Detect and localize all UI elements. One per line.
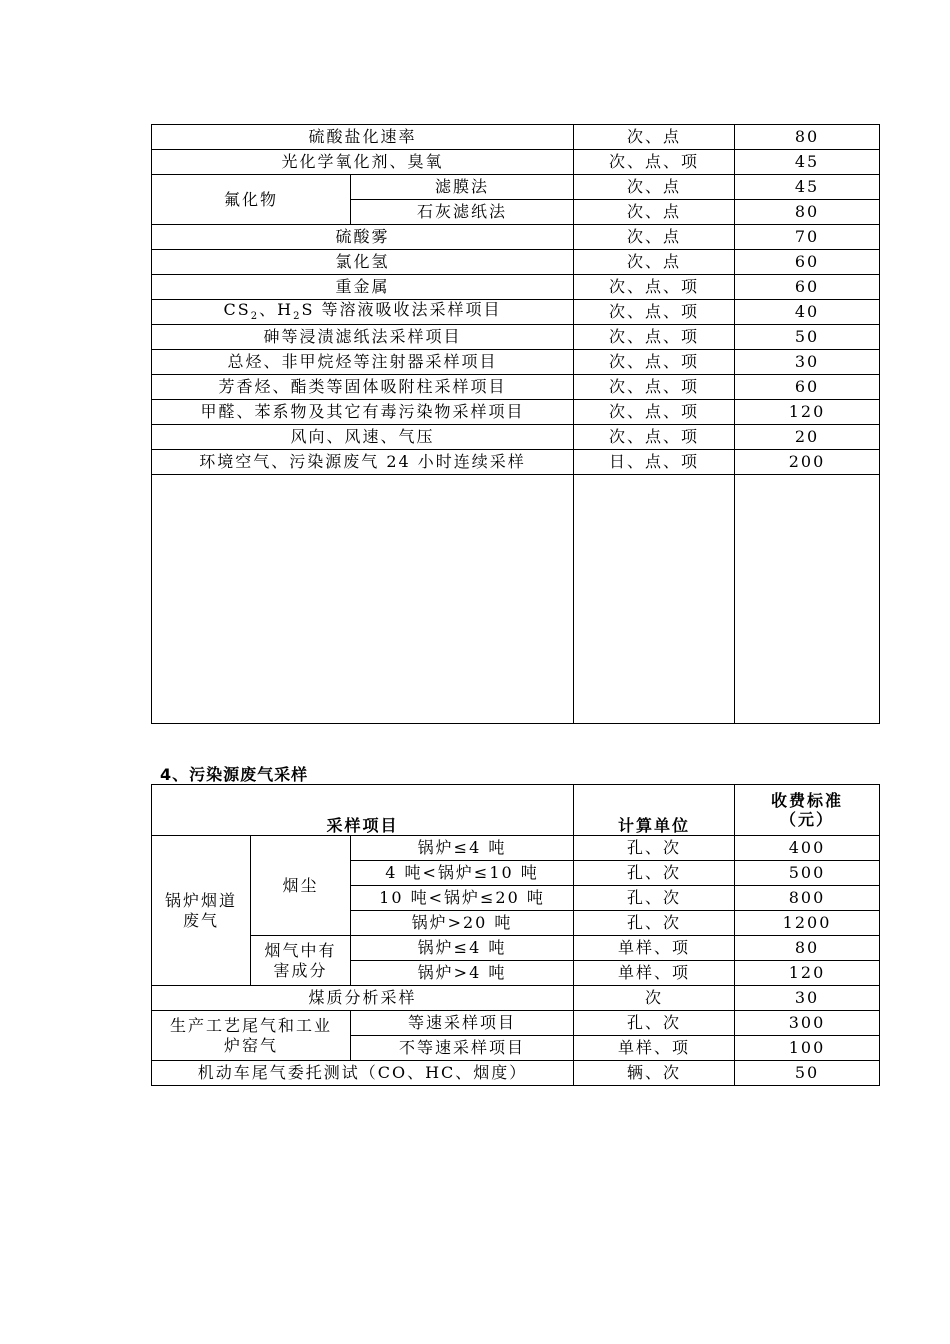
empty-row	[152, 475, 880, 724]
unit-cell: 次、点	[574, 250, 735, 275]
item-cell	[152, 300, 574, 325]
fee-cell: 800	[735, 886, 880, 911]
fee-cell: 60	[735, 250, 880, 275]
condition-cell: 锅炉≤4 吨	[351, 836, 574, 861]
empty-cell	[735, 475, 880, 724]
method-cell: 石灰滤纸法	[351, 200, 574, 225]
table-row	[152, 225, 880, 250]
table-row	[152, 1061, 880, 1086]
item-cell: 煤质分析采样	[152, 986, 574, 1011]
fee-cell: 60	[735, 275, 880, 300]
group-cell-fluoride: 氟化物	[152, 175, 351, 225]
unit-cell: 次、点、项	[574, 350, 735, 375]
fee-cell: 300	[735, 1011, 880, 1036]
unit-cell: 辆、次	[574, 1061, 735, 1086]
fee-cell: 30	[735, 986, 880, 1011]
fee-cell: 100	[735, 1036, 880, 1061]
group-cell-boiler: 锅炉烟道废气	[152, 836, 251, 986]
unit-cell: 次、点、项	[574, 275, 735, 300]
table-row	[152, 125, 880, 150]
empty-cell	[152, 475, 574, 724]
item-cell: 风向、风速、气压	[152, 425, 574, 450]
sampling-fee-table-1	[151, 124, 880, 724]
fee-cell: 1200	[735, 911, 880, 936]
item-cell: 硫酸雾	[152, 225, 574, 250]
item-cell: 总烃、非甲烷烃等注射器采样项目	[152, 350, 574, 375]
unit-cell: 孔、次	[574, 861, 735, 886]
table-row	[152, 350, 880, 375]
fee-cell: 120	[735, 961, 880, 986]
fee-cell: 500	[735, 861, 880, 886]
unit-cell: 日、点、项	[574, 450, 735, 475]
unit-cell: 次、点、项	[574, 400, 735, 425]
table-row	[152, 175, 880, 200]
fee-cell: 80	[735, 936, 880, 961]
item-cell: 硫酸盐化速率	[152, 125, 574, 150]
section-title: 4、污染源废气采样	[160, 765, 309, 784]
unit-cell: 单样、项	[574, 1036, 735, 1061]
table-row	[152, 375, 880, 400]
fee-cell: 70	[735, 225, 880, 250]
condition-cell: 4 吨<锅炉≤10 吨	[351, 861, 574, 886]
unit-cell: 孔、次	[574, 886, 735, 911]
unit-cell: 孔、次	[574, 836, 735, 861]
condition-cell: 锅炉≤4 吨	[351, 936, 574, 961]
unit-cell: 次、点、项	[574, 325, 735, 350]
item-cell: 光化学氧化剂、臭氧	[152, 150, 574, 175]
group-cell-dust: 烟尘	[251, 836, 351, 936]
formula-subscript: 2	[250, 311, 260, 323]
table-row	[152, 986, 880, 1011]
fee-cell: 45	[735, 175, 880, 200]
formula-h: 、H	[259, 300, 294, 320]
fee-cell: 45	[735, 150, 880, 175]
table-row	[152, 936, 880, 961]
table-row	[152, 400, 880, 425]
unit-cell: 单样、项	[574, 961, 735, 986]
item-text: S 等溶液吸收法采样项目	[301, 300, 502, 320]
unit-cell: 次、点、项	[574, 375, 735, 400]
item-cell: 甲醛、苯系物及其它有毒污染物采样项目	[152, 400, 574, 425]
item-cell: 芳香烃、酯类等固体吸附柱采样项目	[152, 375, 574, 400]
table-row	[152, 450, 880, 475]
table-row	[152, 275, 880, 300]
fee-cell: 400	[735, 836, 880, 861]
fee-cell: 40	[735, 300, 880, 325]
unit-cell: 次、点	[574, 225, 735, 250]
fee-cell: 200	[735, 450, 880, 475]
header-fee	[735, 785, 880, 836]
unit-cell: 单样、项	[574, 936, 735, 961]
header-item: 采样项目	[152, 785, 574, 836]
item-cell: 机动车尾气委托测试（CO、HC、烟度）	[152, 1061, 574, 1086]
unit-cell: 次、点	[574, 125, 735, 150]
condition-cell: 等速采样项目	[351, 1011, 574, 1036]
unit-cell: 次	[574, 986, 735, 1011]
empty-cell	[574, 475, 735, 724]
item-cell: 氯化氢	[152, 250, 574, 275]
header-fee-line2: （元）	[780, 810, 835, 829]
condition-cell: 锅炉>20 吨	[351, 911, 574, 936]
unit-cell: 孔、次	[574, 911, 735, 936]
table-row	[152, 250, 880, 275]
condition-cell: 10 吨<锅炉≤20 吨	[351, 886, 574, 911]
fee-cell: 60	[735, 375, 880, 400]
formula-subscript: 2	[293, 311, 302, 323]
fee-cell: 80	[735, 200, 880, 225]
group-cell-process: 生产工艺尾气和工业炉窑气	[152, 1011, 351, 1061]
unit-cell: 次、点、项	[574, 425, 735, 450]
fee-cell: 50	[735, 1061, 880, 1086]
item-cell: 重金属	[152, 275, 574, 300]
table-row	[152, 150, 880, 175]
header-row	[152, 785, 880, 836]
exhaust-sampling-fee-table	[151, 784, 880, 1086]
item-cell: 环境空气、污染源废气 24 小时连续采样	[152, 450, 574, 475]
table-row	[152, 300, 880, 325]
unit-cell: 次、点	[574, 200, 735, 225]
unit-cell: 次、点、项	[574, 300, 735, 325]
fee-cell: 120	[735, 400, 880, 425]
method-cell: 滤膜法	[351, 175, 574, 200]
unit-cell: 孔、次	[574, 1011, 735, 1036]
header-unit: 计算单位	[574, 785, 735, 836]
formula-cs: CS	[223, 300, 251, 320]
table-row	[152, 1011, 880, 1036]
table-row	[152, 836, 880, 861]
fee-cell: 80	[735, 125, 880, 150]
table-row	[152, 325, 880, 350]
fee-cell: 30	[735, 350, 880, 375]
fee-cell: 50	[735, 325, 880, 350]
unit-cell: 次、点、项	[574, 150, 735, 175]
unit-cell: 次、点	[574, 175, 735, 200]
fee-cell: 20	[735, 425, 880, 450]
header-fee-line1: 收费标准	[771, 790, 844, 810]
group-cell-harmful-gas: 烟气中有害成分	[251, 936, 351, 986]
condition-cell: 锅炉>4 吨	[351, 961, 574, 986]
item-cell: 砷等浸渍滤纸法采样项目	[152, 325, 574, 350]
condition-cell: 不等速采样项目	[351, 1036, 574, 1061]
table-row	[152, 425, 880, 450]
